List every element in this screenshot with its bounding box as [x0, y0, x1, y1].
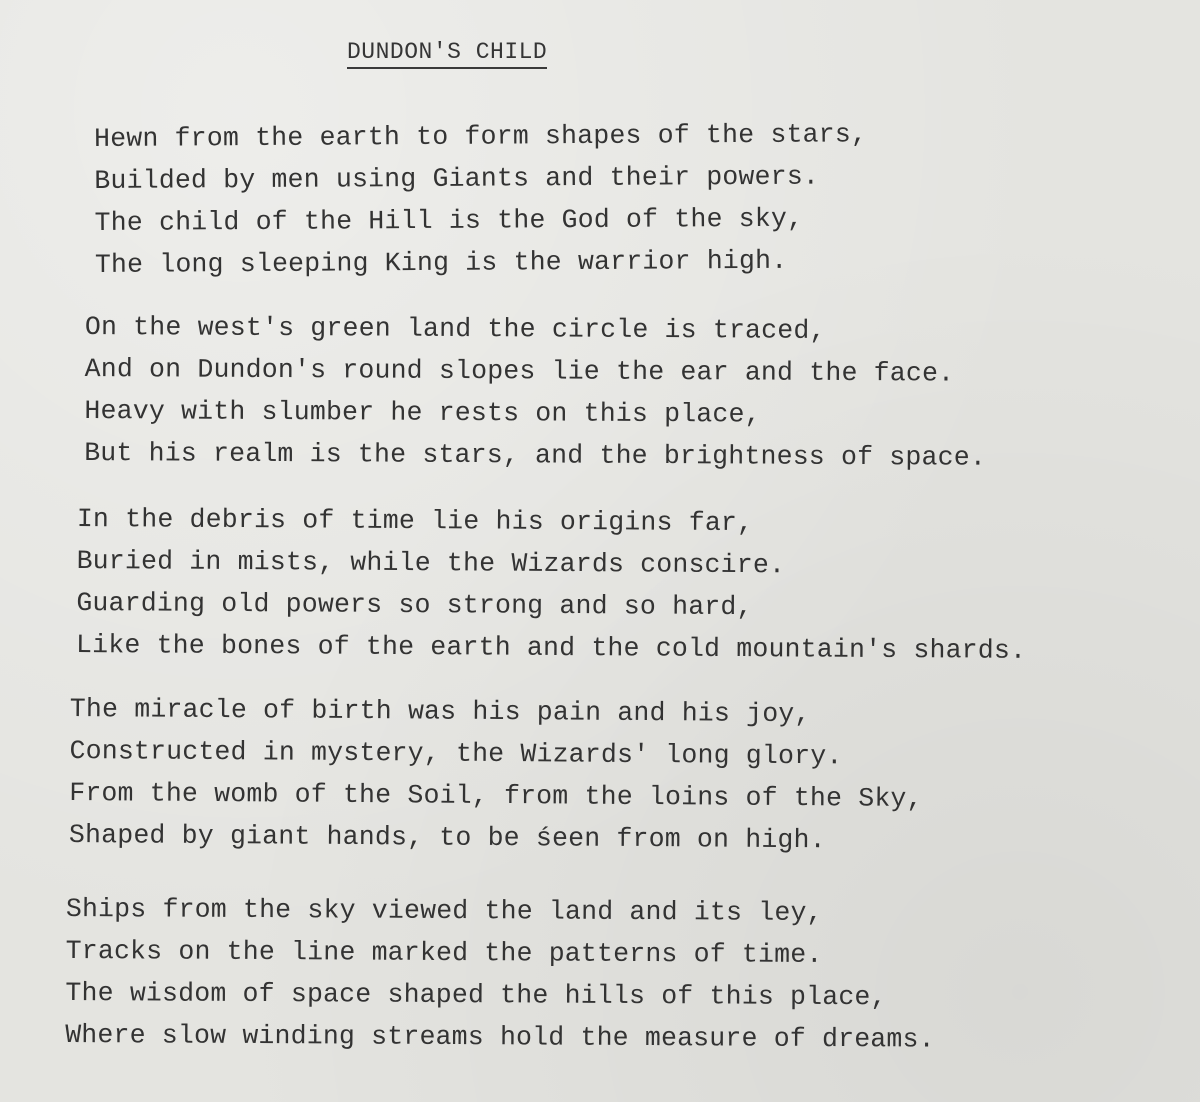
stanza-5	[65, 888, 935, 1061]
poem-line: From the womb of the Soil, from the loins of the Sky,	[69, 777, 923, 814]
poem-line: Like the bones of the earth and the cold mountain's shards.	[76, 629, 1027, 666]
poem-line: Hewn from the earth to form shapes of the stars,	[94, 119, 868, 154]
poem-line: Constructed in mystery, the Wizards' long glory.	[69, 735, 843, 772]
poem-line: But his realm is the stars, and the brightness of space.	[84, 437, 987, 473]
poem-line: Heavy with slumber he rests on this place,	[84, 395, 761, 430]
poem-line: Guarding old powers so strong and so hard,	[76, 587, 753, 623]
poem-line: Shaped by giant hands, to be śeen from on high.	[68, 819, 826, 856]
poem-line: Ships from the sky viewed the land and its ley,	[65, 893, 823, 928]
poem-line: The long sleeping King is the warrior high.	[94, 245, 788, 280]
poem-line: On the west's green land the circle is traced,	[84, 311, 826, 346]
poem-line: And on Dundon's round slopes lie the ear and the face.	[84, 353, 955, 389]
poem-title: DUNDON'S CHILD	[347, 38, 547, 69]
stanza-1	[94, 113, 868, 286]
poem-line: In the debris of time lie his origins far,	[76, 503, 754, 539]
stanza-4	[69, 688, 924, 862]
poem-line: Builded by men using Giants and their powers.	[94, 161, 820, 196]
poem-line: Buried in mists, while the Wizards conscire.	[76, 545, 786, 581]
poem-line: Tracks on the line marked the patterns of time.	[65, 935, 823, 970]
stanza-3	[76, 498, 1027, 672]
poem-line: The wisdom of space shaped the hills of this place,	[65, 977, 887, 1013]
poem-line: The child of the Hill is the God of the sky,	[94, 203, 804, 238]
poem-line: Where slow winding streams hold the measure of dreams.	[65, 1019, 935, 1055]
stanza-2	[84, 306, 987, 479]
poem-line: The miracle of birth was his pain and his joy,	[69, 693, 811, 730]
